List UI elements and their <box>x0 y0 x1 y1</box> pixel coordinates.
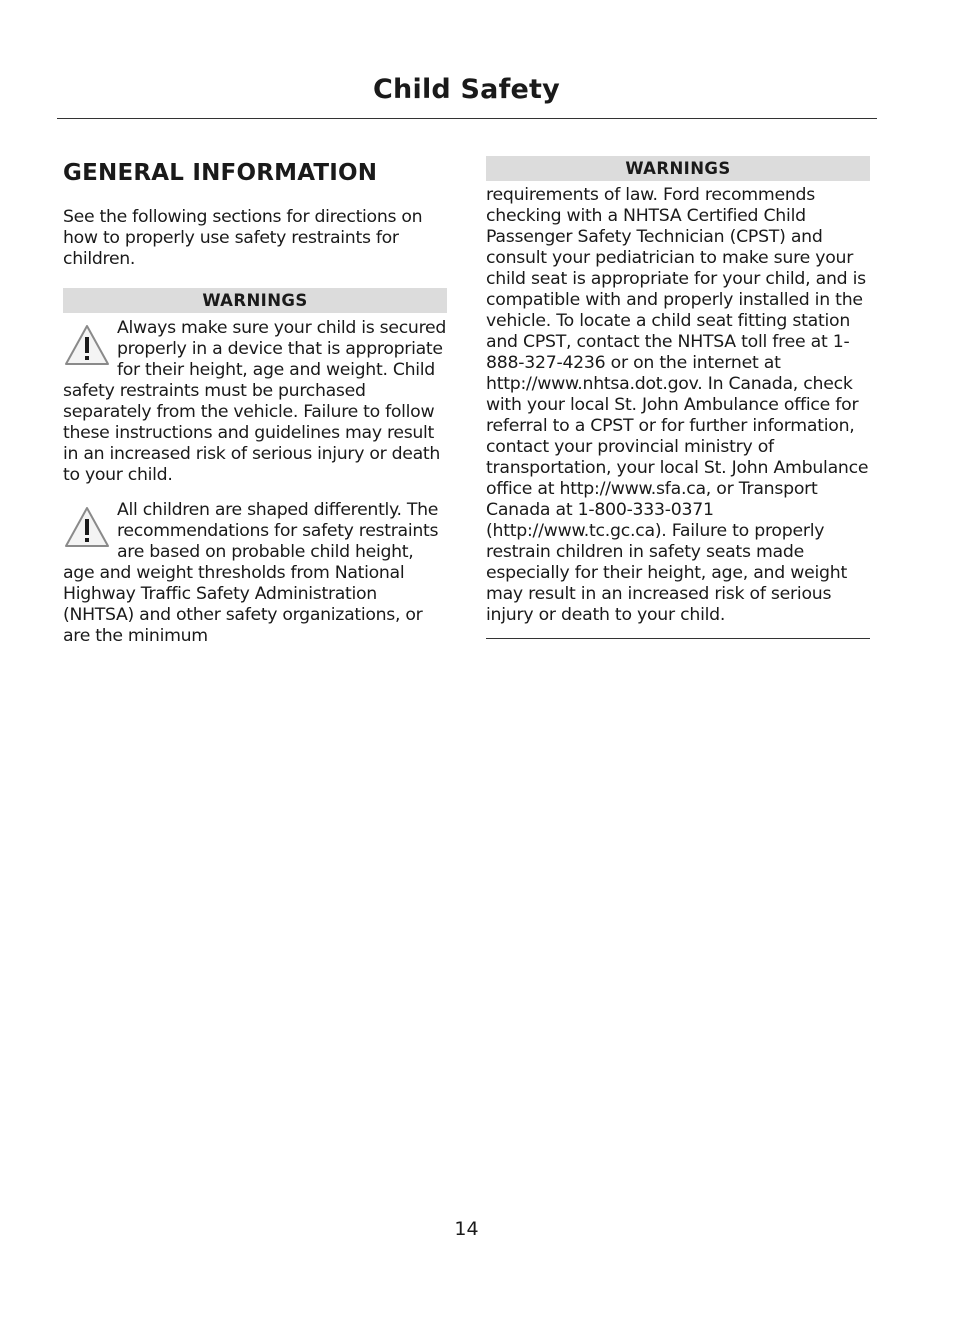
warning-triangle-icon <box>63 322 111 368</box>
warning-text: Always make sure your child is secured properly in a device that is appropriate for their height, age and weight. Child safety restraints must be purchased separately from the vehicle. Failure to follow these instructions and guidelines may result in an increased risk of serious injury or death to your child. <box>63 318 447 485</box>
warning-text: All children are shaped differently. The recommendations for safety restraints are based on probable child height, age and weight thresholds from National Highway Traffic Safety Administration (NHTSA) and other safety organizations, or are the minimum <box>63 500 439 646</box>
page-header-title: Child Safety <box>373 74 560 105</box>
warning-triangle-icon <box>63 504 111 550</box>
warnings-header: WARNINGS <box>63 288 447 313</box>
left-column <box>63 156 447 647</box>
page-number: 14 <box>454 1218 479 1240</box>
section-heading: GENERAL INFORMATION <box>63 160 378 186</box>
header-divider <box>57 118 877 119</box>
intro-paragraph: See the following sections for directions on how to properly use safety restraints for children. <box>63 207 423 269</box>
warnings-header: WARNINGS <box>486 156 870 181</box>
warning-item <box>63 318 447 486</box>
warning-continuation-text: requirements of law. Ford recommends checking with a NHTSA Certified Child Passenger Safety Technician (CPST) and consult your pediatrician to make sure your child seat is appropriate for your child, and is compatible with and properly installed in the vehicle. To locate a child seat fitting station and CPST, contact the NHTSA toll free at 1-888-327-4236 or on the internet at http://www.nhtsa.dot.gov. In Canada, check with your local St. John Ambulance office for referral to a CPST or for further information, contact your provincial ministry of transportation, your local St. John Ambulance office at http://www.sfa.ca, or Transport Canada at 1-800-333-0371 (http://www.tc.gc.ca). Failure to properly restrain children in safety seats made especially for their height, age, and weight may result in an increased risk of serious injury or death to your child. <box>486 185 869 625</box>
warnings-end-divider <box>486 638 870 639</box>
right-column <box>486 156 870 639</box>
warning-item <box>63 500 447 647</box>
